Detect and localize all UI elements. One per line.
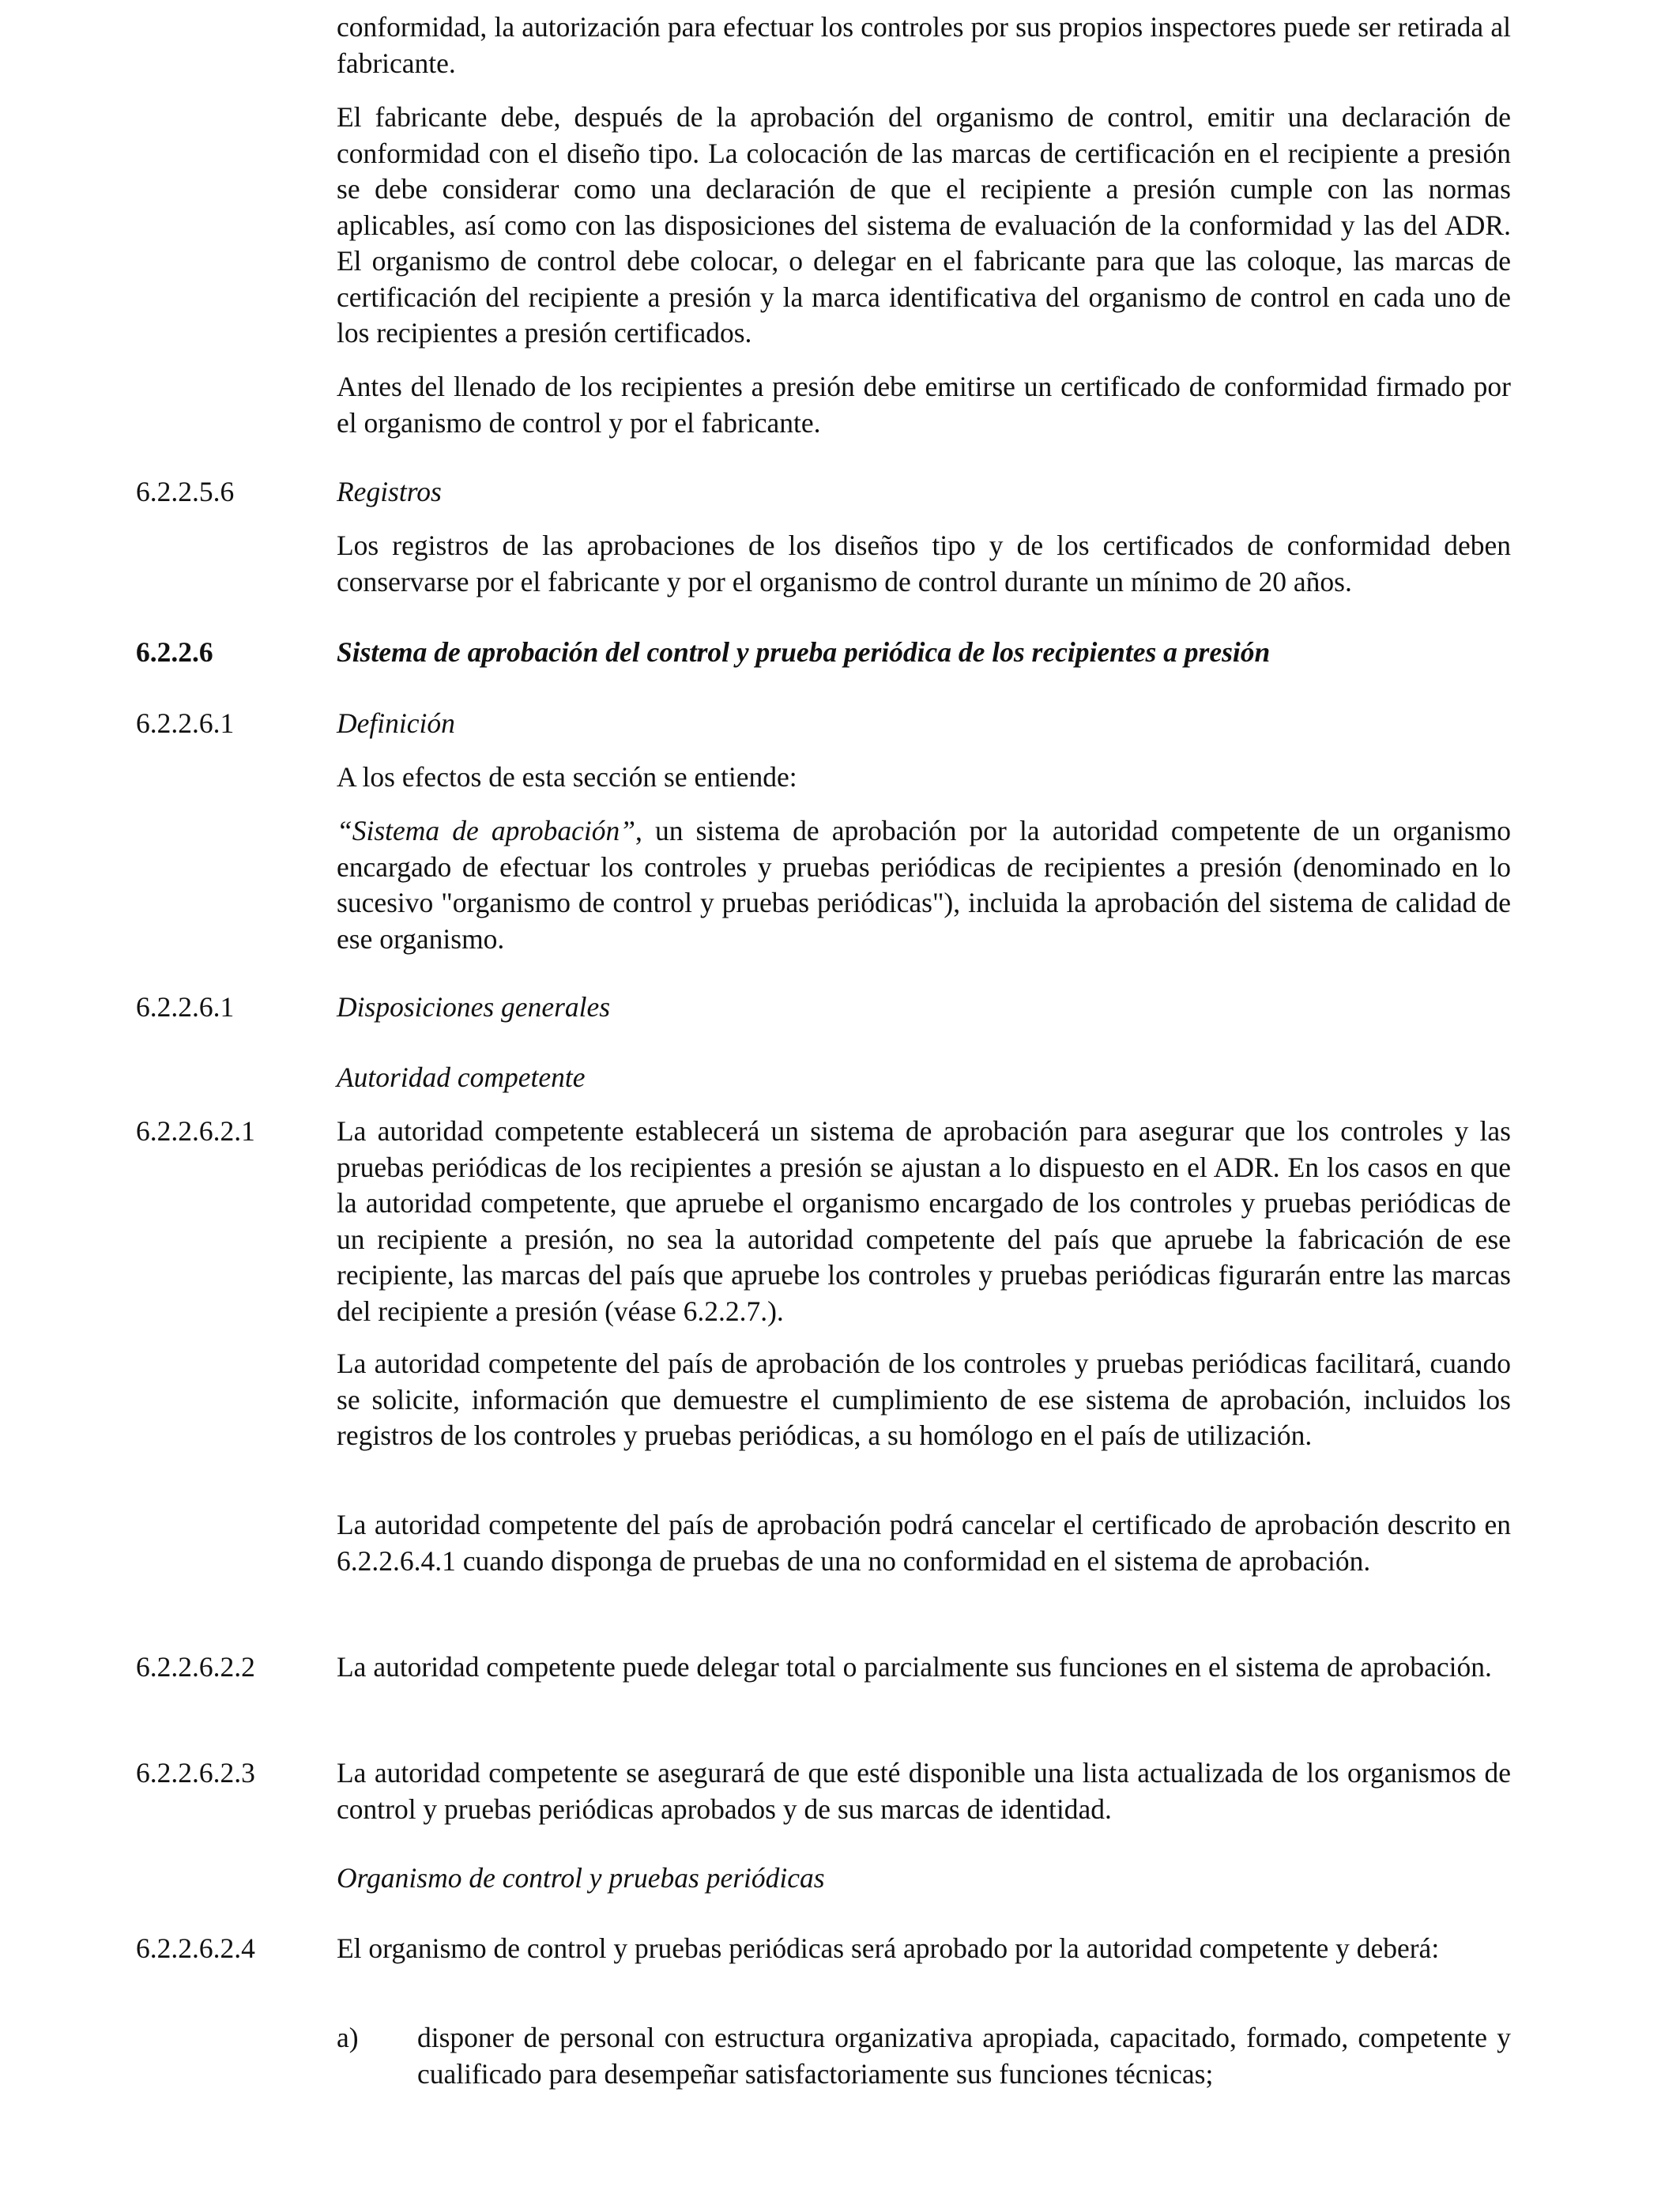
list-item: disponer de personal con estructura organizativa apropiada, capacitado, formado, competente y cualificado para desempeñar satisfactoriamente sus funciones técnicas; (417, 2022, 1511, 2090)
paragraph-inspectors: conformidad, la autorización para efectuar los controles por sus propios inspectores puede ser retirada al fabricante. (337, 11, 1511, 79)
paragraph-records: Los registros de las aprobaciones de los diseños tipo y de los certificados de conformidad deben conservarse por el fabricante y por el organismo de control durante un mínimo de 20 años. (337, 530, 1511, 598)
section-number: 6.2.2.6.1 (136, 991, 235, 1023)
section-title: Disposiciones generales (337, 991, 611, 1023)
section-number: 6.2.2.5.6 (136, 476, 235, 507)
section-number: 6.2.2.6.2.1 (136, 1115, 255, 1147)
paragraph-list: La autoridad competente se asegurará de que esté disponible una lista actualizada de los organismos de control y pruebas periódicas aprobados y de sus marcas de identidad. (337, 1757, 1511, 1825)
paragraph-approval-system: La autoridad competente establecerá un sistema de aprobación para asegurar que los controles y las pruebas periódicas de los recipientes a presión se ajustan a lo dispuesto en el ADR. En los casos en que la autoridad competente, que apruebe el organismo encargado de los controles y pruebas periódicas de un recipiente a presión, no sea la autoridad competente del país que apruebe la fabricación de ese recipiente, las marcas del país que apruebe los controles y pruebas periódicas figurarán entre las marcas del recipiente a presión (véase 6.2.2.7.). (337, 1115, 1511, 1327)
section-number: 6.2.2.6 (136, 636, 213, 668)
section-number: 6.2.2.6.1 (136, 707, 235, 739)
paragraph-intro: A los efectos de esta sección se entiende: (337, 761, 797, 793)
paragraph-definition (337, 813, 1511, 957)
section-number: 6.2.2.6.2.4 (136, 1932, 255, 1964)
paragraph-declaration: El fabricante debe, después de la aprobación del organismo de control, emitir una declaración de conformidad con el diseño tipo. La colocación de las marcas de certificación en el recipiente a presión se debe considerar como una declaración de que el recipiente a presión cumple con las normas aplicables, así como con las disposiciones del sistema de evaluación de la conformidad y las del ADR. El organismo de control debe colocar, o delegar en el fabricante para que las coloque, las marcas de certificación del recipiente a presión y la marca identificativa del organismo de control en cada uno de los recipientes a presión certificados. (337, 101, 1511, 349)
paragraph-organism: El organismo de control y pruebas periódicas será aprobado por la autoridad competente y deberá: (337, 1932, 1440, 1964)
section-title: Definición (337, 707, 455, 739)
section-heading: Sistema de aprobación del control y prueba periódica de los recipientes a presión (337, 636, 1271, 668)
paragraph-delegate: La autoridad competente puede delegar total o parcialmente sus funciones en el sistema de aprobación. (337, 1651, 1492, 1683)
definition-text: , un sistema de aprobación por la autoridad competente de un organismo encargado de efectuar los controles y pruebas periódicas de recipientes a presión (denominado en lo sucesivo "organismo de control y pruebas periódicas"), incluida la aprobación del sistema de calidad de ese organismo. (337, 815, 1512, 955)
list-marker: a) (337, 2022, 359, 2053)
subheading: Organismo de control y pruebas periódicas (337, 1862, 825, 1894)
defined-term: “Sistema de aprobación” (337, 815, 635, 846)
paragraph-cancel: La autoridad competente del país de aprobación podrá cancelar el certificado de aprobación descrito en 6.2.2.6.4.1 cuando disponga de pruebas de una no conformidad en el sistema de aprobación. (337, 1509, 1511, 1577)
section-number: 6.2.2.6.2.3 (136, 1757, 255, 1789)
section-title: Registros (337, 476, 442, 507)
paragraph-certificate: Antes del llenado de los recipientes a presión debe emitirse un certificado de conformidad firmado por el organismo de control y por el fabricante. (337, 371, 1511, 439)
section-number: 6.2.2.6.2.2 (136, 1651, 255, 1683)
paragraph-information: La autoridad competente del país de aprobación de los controles y pruebas periódicas facilitará, cuando se solicite, información que demuestre el cumplimiento de ese sistema de aprobación, incluidos los registros de los controles y pruebas periódicas, a su homólogo en el país de utilización. (337, 1348, 1511, 1451)
subheading: Autoridad competente (337, 1061, 586, 1093)
